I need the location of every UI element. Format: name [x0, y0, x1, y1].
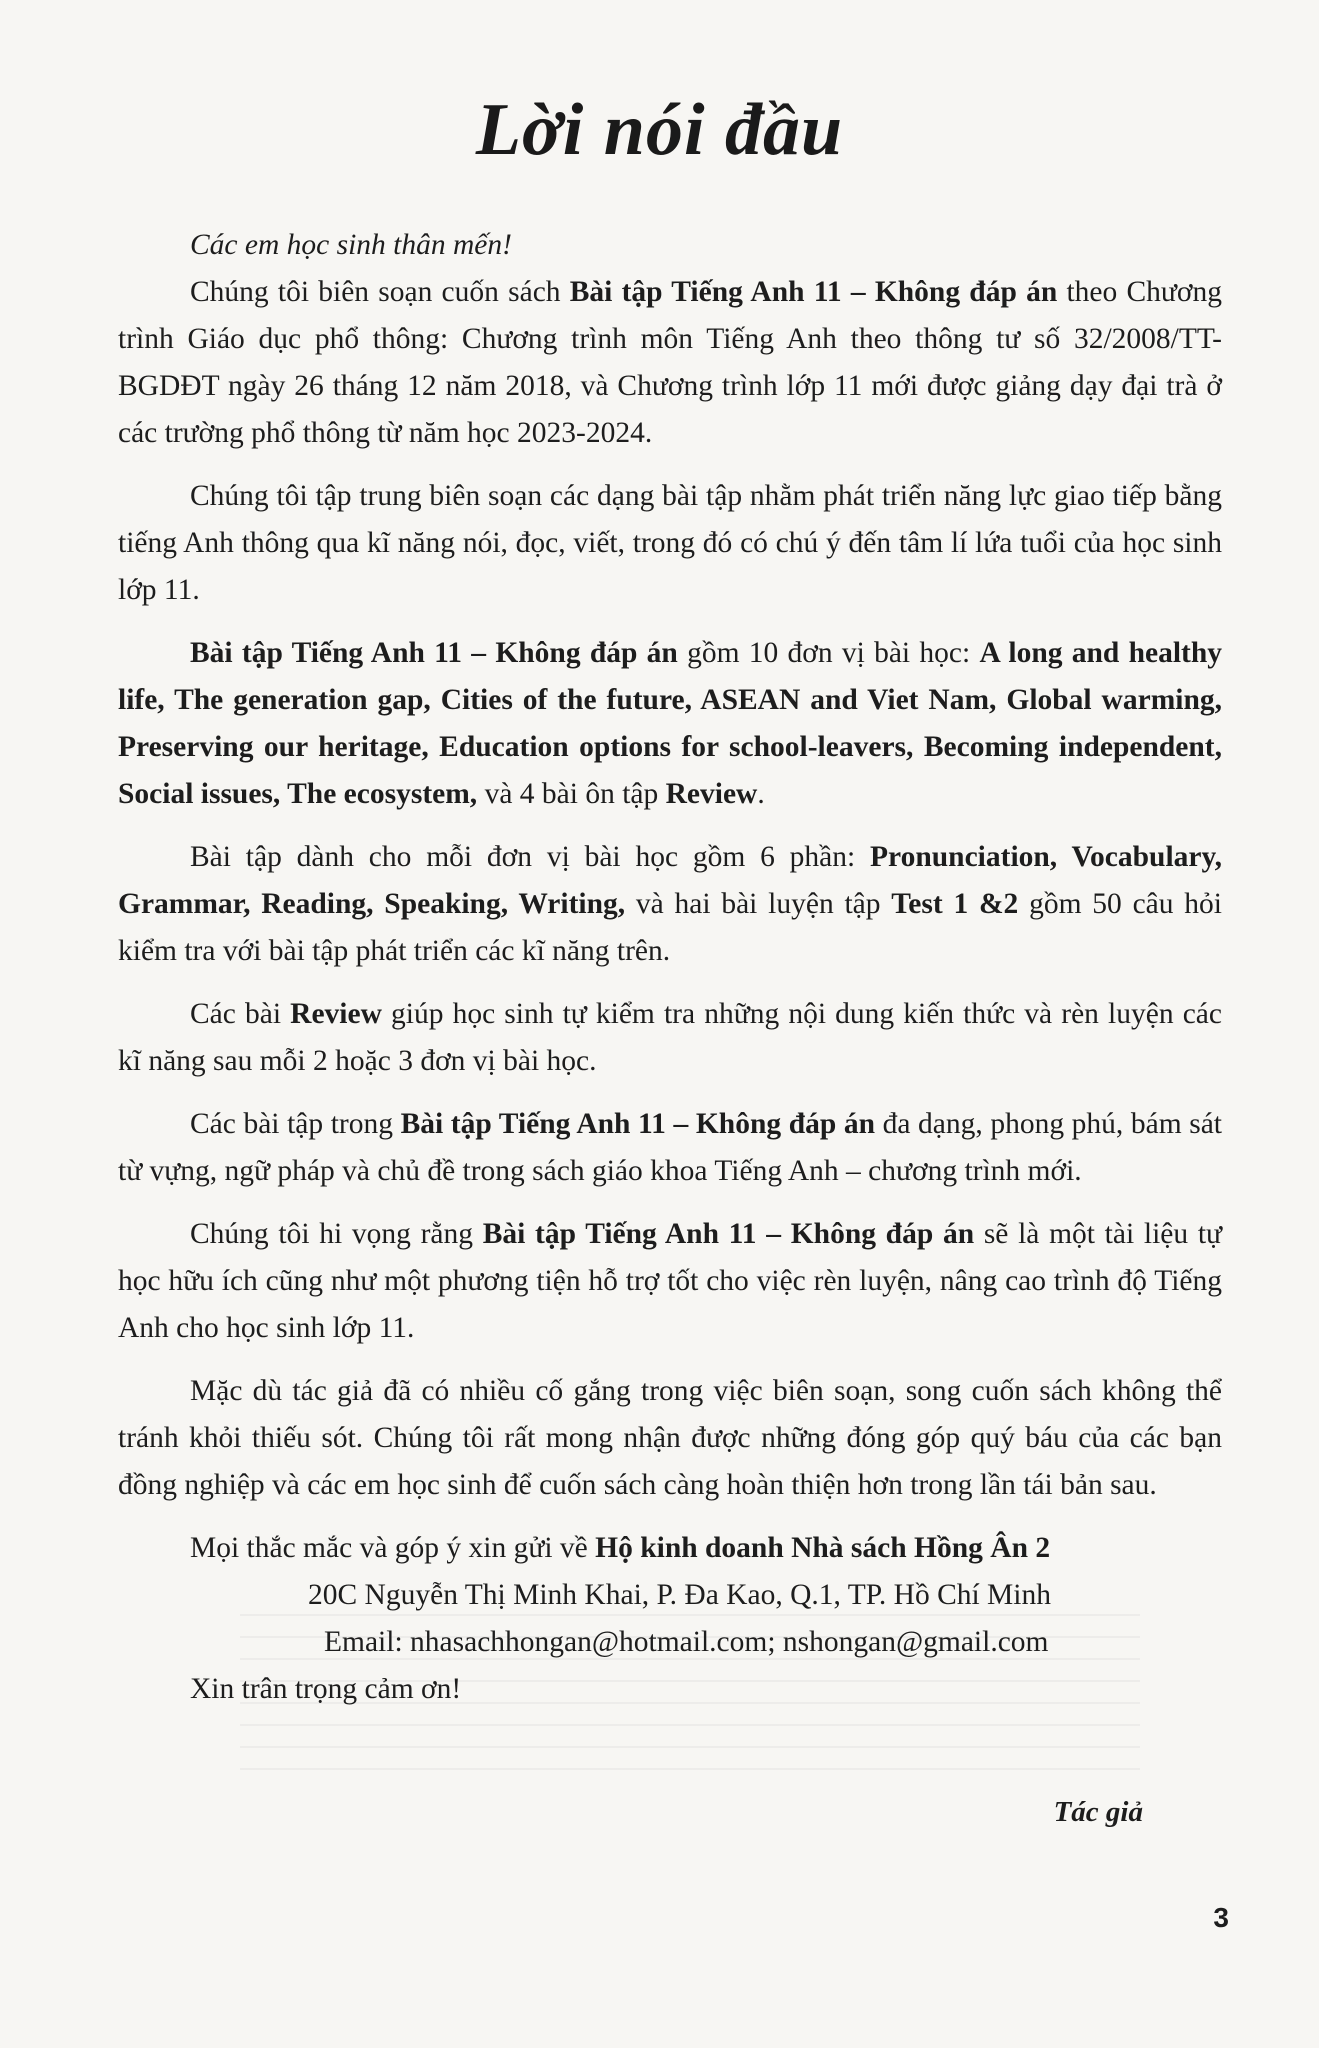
text-run: Các bài tập trong: [190, 1108, 401, 1140]
bold-phrase: Test 1 &2: [891, 888, 1019, 920]
paragraph: [118, 1211, 1222, 1352]
text-run: đa dạng, phong phú, bám sát từ vựng, ngữ pháp và chủ đề trong sách giáo khoa Tiếng Anh – chương trình mới.: [118, 1108, 1223, 1187]
paragraph: [118, 473, 1222, 614]
contact-address: 20C Nguyễn Thị Minh Khai, P. Đa Kao, Q.1, TP. Hồ Chí Minh: [308, 1579, 1051, 1611]
text-run: Bài tập dành cho mỗi đơn vị bài học gồm 6 phần:: [190, 841, 871, 873]
text-run: Chúng tôi hi vọng rằng: [190, 1218, 483, 1250]
text-run: Chúng tôi tập trung biên soạn các dạng bài tập nhằm phát triển năng lực giao tiếp bằng tiếng Anh thông qua kĩ năng nói, đọc, viết, trong đó có chú ý đến tâm lí lứa tuổi của học sinh lớp 11.: [118, 480, 1222, 606]
text-run: giúp học sinh tự kiểm tra những nội dung kiến thức và rèn luyện các kĩ năng sau mỗi 2 hoặc 3 đơn vị bài học.: [118, 998, 1222, 1077]
paragraph-list: [118, 269, 1222, 1509]
page-number: 3: [1213, 1902, 1229, 1933]
text-run: Mặc dù tác giả đã có nhiều cố gắng trong việc biên soạn, song cuốn sách không thể tránh khỏi thiếu sót. Chúng tôi rất mong nhận được những đóng góp quý báu của các bạn đồng nghiệp và các em học sinh để cuốn sách càng hoàn thiện hơn trong lần tái bản sau.: [118, 1375, 1222, 1501]
text-run: theo Chương trình Giáo dục phổ thông: Chương trình môn Tiếng Anh theo thông tư số 32/2008/TT-BGDĐT ngày 26 tháng 12 năm 2018, và Chương trình lớp 11 mới được giảng dạy đại trà ở các trường phổ thông từ năm học 2023-2024.: [118, 276, 1222, 449]
paragraph: [118, 269, 1222, 457]
paragraph: [118, 1101, 1222, 1195]
paragraph: [118, 991, 1222, 1085]
greeting: Các em học sinh thân mến!: [190, 229, 512, 261]
preface-body: [118, 222, 1222, 1713]
text-run: Chúng tôi biên soạn cuốn sách: [190, 276, 570, 308]
bold-phrase: Review: [290, 998, 382, 1030]
text-run: Các bài: [190, 998, 291, 1030]
contact-intro-line: [118, 1525, 1222, 1572]
bold-phrase: Bài tập Tiếng Anh 11 – Không đáp án: [400, 1108, 875, 1140]
text-run: sẽ là một tài liệu tự học hữu ích cũng như một phương tiện hỗ trợ tốt cho việc rèn luyện, nâng cao trình độ Tiếng Anh cho học sinh lớp 11.: [118, 1218, 1222, 1344]
bold-phrase: Bài tập Tiếng Anh 11 – Không đáp án: [569, 276, 1058, 308]
contact-company: Hộ kinh doanh Nhà sách Hồng Ân 2: [595, 1532, 1051, 1564]
text-run: gồm 50 câu hỏi kiểm tra với bài tập phát triển các kĩ năng trên.: [118, 888, 1222, 967]
bold-phrase: Review: [665, 778, 758, 810]
paragraph: [118, 834, 1222, 975]
contact-email: Email: nhasachhongan@hotmail.com; nshongan@gmail.com: [324, 1626, 1049, 1658]
paragraph: [118, 1368, 1222, 1509]
bold-phrase: Pronunciation, Vocabulary, Grammar, Reading, Speaking, Writing,: [118, 841, 1222, 920]
bold-phrase: Bài tập Tiếng Anh 11 – Không đáp án: [190, 637, 678, 669]
closing-line: Xin trân trọng cảm ơn!: [190, 1673, 462, 1705]
author-signature: Tác giả: [1053, 1796, 1143, 1828]
text-run: và hai bài luyện tập: [625, 888, 892, 920]
text-run: và 4 bài ôn tập: [477, 778, 666, 810]
page-title: Lời nói đầu: [475, 89, 844, 171]
bold-phrase: Bài tập Tiếng Anh 11 – Không đáp án: [482, 1218, 975, 1250]
contact-intro: Mọi thắc mắc và góp ý xin gửi về: [190, 1532, 596, 1564]
paragraph: [118, 630, 1222, 818]
text-run: .: [757, 778, 765, 810]
text-run: gồm 10 đơn vị bài học:: [677, 637, 980, 669]
bold-phrase: A long and healthy life, The generation gap, Cities of the future, ASEAN and Viet Nam, Global warming, Preserving our heritage, Education options for school-leavers, Becoming independent, Social issues, The ecosystem,: [118, 637, 1222, 810]
